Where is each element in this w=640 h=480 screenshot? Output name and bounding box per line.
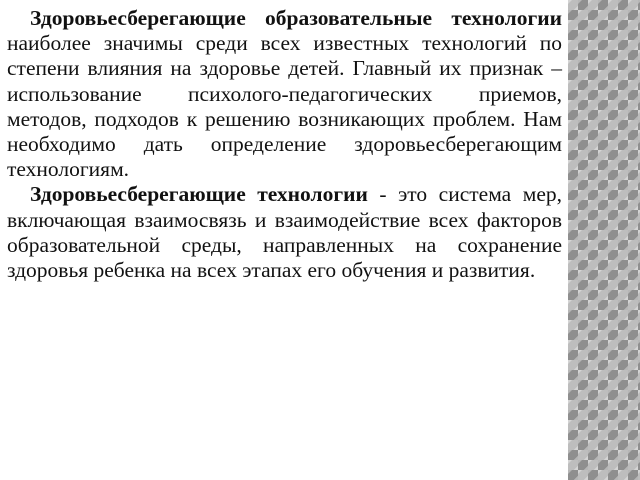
paragraph-2 [7,182,562,283]
paragraph-1 [7,6,562,182]
paragraph-2-text: - это система мер, включающая взаимосвязь и взаимодействие всех факторов образовательной среды, направленных на сохранение здоровья ребенка на всех этапах его обучения и развития. [7,182,562,283]
term-2: Здоровьесберегающие технологии [30,182,368,207]
paragraph-1-text: наиболее значимы среди всех известных технологий по степени влияния на здоровье детей. Главный их признак – использование психолого-педагогических приемов, методов, подходов к решению возникающих проблем. Нам необходимо дать определение здоровьесберегающим технологиям. [7,31,562,182]
decorative-pattern-strip [568,0,640,480]
term-1: Здоровьесберегающие образовательные технологии [30,6,562,30]
body-text [7,6,562,283]
